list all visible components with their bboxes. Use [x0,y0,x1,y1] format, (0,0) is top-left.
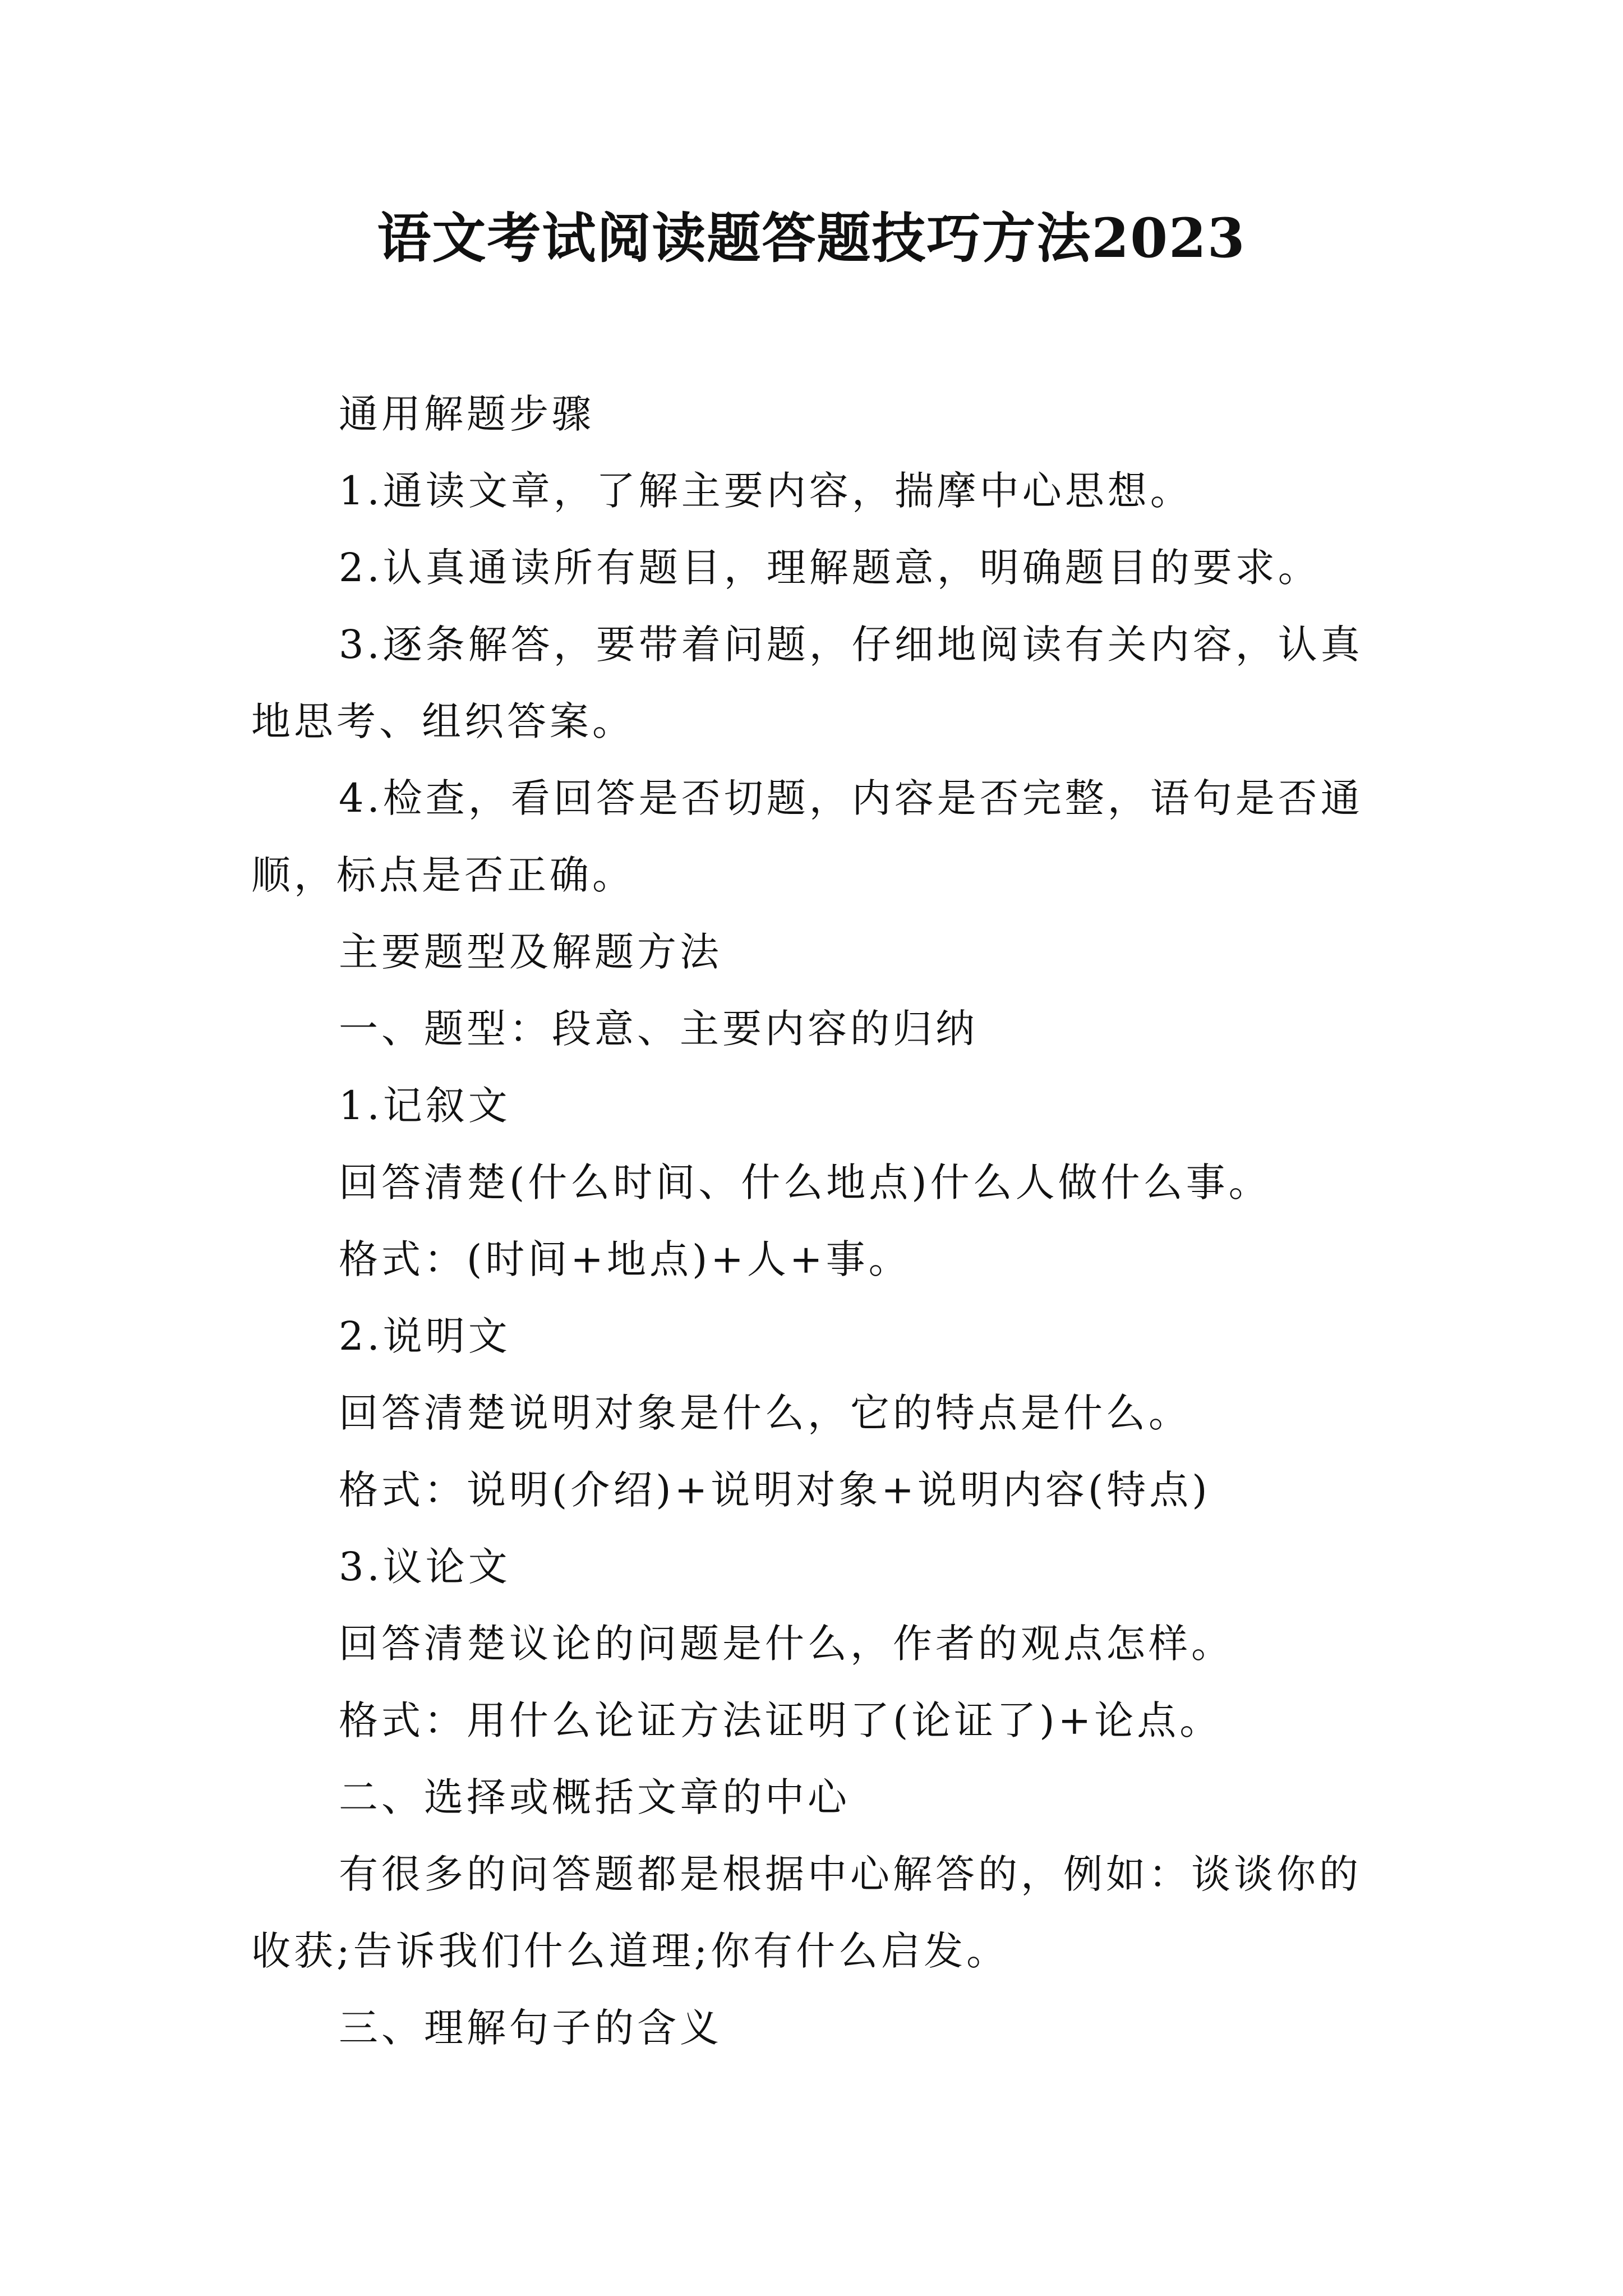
document-body [251,376,1373,2067]
paragraph: 有很多的问答题都是根据中心解答的，例如：谈谈你的收获;告诉我们什么道理;你有什么启发。 [251,1851,1362,1974]
paragraph: 4.检查，看回答是否切题，内容是否完整，语句是否通顺，标点是否正确。 [251,775,1363,898]
item-heading: 2.说明文 [339,1313,511,1359]
section-heading-types: 主要题型及解题方法 [339,929,722,975]
paragraph: 回答清楚(什么时间、什么地点)什么人做什么事。 [339,1159,1271,1205]
paragraph: 2.认真通读所有题目，理解题意，明确题目的要求。 [339,545,1321,591]
paragraph: 3.逐条解答，要带着问题，仔细地阅读有关内容，认真地思考、组织答案。 [251,622,1363,744]
paragraph: 回答清楚说明对象是什么，它的特点是什么。 [339,1390,1191,1436]
item-heading: 3.议论文 [339,1544,511,1590]
section-heading-steps: 通用解题步骤 [339,391,594,437]
document-title: 语文考试阅读题答题技巧方法2023 [377,206,1246,270]
paragraph: 回答清楚议论的问题是什么，作者的观点怎样。 [339,1621,1234,1667]
item-heading: 1.记叙文 [339,1083,511,1129]
paragraph: 格式：说明(介绍)+说明对象+说明内容(特点) [339,1467,1211,1513]
paragraph: 格式：用什么论证方法证明了(论证了)+论点。 [339,1697,1223,1743]
subsection-heading: 三、理解句子的含义 [339,2005,722,2051]
paragraph: 1.通读文章，了解主要内容，揣摩中心思想。 [339,468,1193,514]
subsection-heading: 二、选择或概括文章的中心 [339,1774,850,1820]
paragraph: 格式：(时间+地点)+人+事。 [339,1236,911,1282]
subsection-heading: 一、题型：段意、主要内容的归纳 [339,1006,978,1052]
